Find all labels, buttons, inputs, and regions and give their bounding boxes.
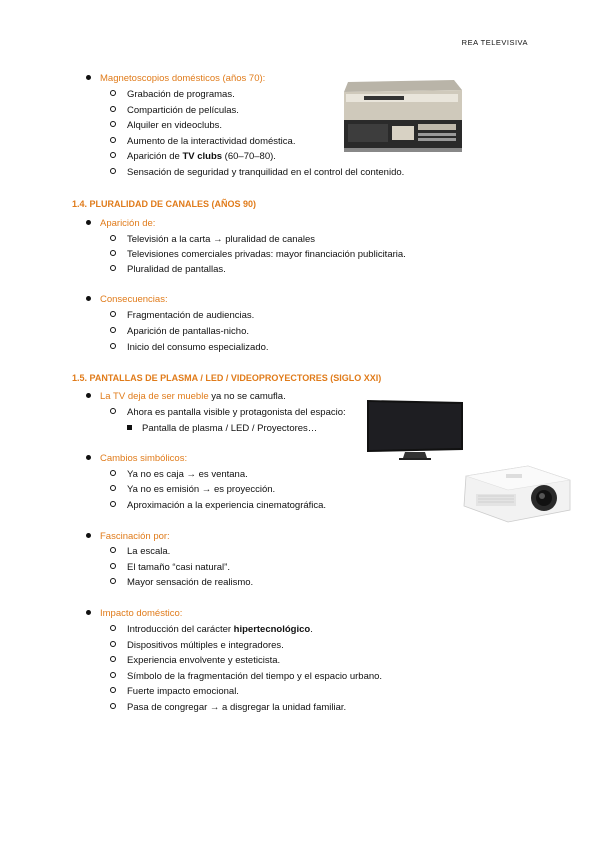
- bullet-circle: [110, 563, 116, 569]
- list-item: Símbolo de la fragmentación del tiempo y el espacio urbano.: [110, 671, 382, 683]
- magnetoscopios-title: Magnetoscopios domésticos (años 70):: [100, 73, 266, 84]
- bullet-aparicion: [86, 218, 155, 230]
- consecuencias-title: Consecuencias:: [100, 294, 168, 305]
- bullet-circle: [110, 90, 116, 96]
- bullet-dot: [86, 393, 91, 398]
- bullet-circle: [110, 547, 116, 553]
- list-item-hipertecnologico: Introducción del carácter hipertecnológico.: [110, 624, 313, 636]
- bullet-fascinacion: [86, 531, 170, 543]
- bullet-circle: [110, 672, 116, 678]
- bullet-circle: [110, 265, 116, 271]
- vcr-image: [334, 76, 467, 156]
- list-item: Compartición de películas.: [110, 105, 239, 117]
- bullet-magnetoscopios: [86, 73, 265, 85]
- list-item: Fragmentación de audiencias.: [110, 310, 254, 322]
- section-title-1-4: 1.4. PLURALIDAD DE CANALES (AÑOS 90): [72, 199, 257, 209]
- list-item: Aproximación a la experiencia cinematográfica.: [110, 500, 326, 512]
- bullet-circle: [110, 121, 116, 127]
- list-item: Grabación de programas.: [110, 89, 235, 101]
- bullet-dot: [86, 533, 91, 538]
- page-header: REA TELEVISIVA: [461, 38, 528, 47]
- list-item: Mayor sensación de realismo.: [110, 577, 253, 589]
- bullet-dot: [86, 220, 91, 225]
- list-item: Inicio del consumo especializado.: [110, 342, 269, 354]
- bullet-circle: [110, 250, 116, 256]
- bullet-dot: [86, 75, 91, 80]
- bullet-dot: [86, 296, 91, 301]
- list-item: Alquiler en videoclubs.: [110, 120, 222, 132]
- bullet-consecuencias: [86, 294, 168, 306]
- bullet-circle: [110, 625, 116, 631]
- list-item: Aparición de pantallas-nicho.: [110, 326, 249, 338]
- aparicion-title: Aparición de:: [100, 218, 156, 229]
- list-item: Ya no es caja → es ventana.: [110, 469, 248, 481]
- bullet-circle: [110, 703, 116, 709]
- bullet-circle: [110, 106, 116, 112]
- list-item: Pluralidad de pantallas.: [110, 264, 226, 276]
- bullet-tv-mueble: La TV deja de ser mueble ya no se camufla.: [86, 391, 286, 403]
- bullet-circle: [110, 168, 116, 174]
- bullet-circle: [110, 343, 116, 349]
- list-item: Fuerte impacto emocional.: [110, 686, 239, 698]
- bullet-circle: [110, 687, 116, 693]
- list-item: Ahora es pantalla visible y protagonista del espacio:: [110, 407, 346, 419]
- bullet-circle: [110, 152, 116, 158]
- impacto-title: Impacto doméstico:: [100, 608, 183, 619]
- projector-image: [458, 458, 576, 528]
- fascinacion-title: Fascinación por:: [100, 531, 170, 542]
- bullet-cambios: [86, 453, 187, 465]
- list-item-tvclubs: Aparición de TV clubs (60–70–80).: [110, 151, 276, 163]
- flat-tv-image: [365, 398, 465, 462]
- bullet-circle: [110, 485, 116, 491]
- bullet-circle: [110, 235, 116, 241]
- section-title-1-5: 1.5. PANTALLAS DE PLASMA / LED / VIDEOPROYECTORES (SIGLO XXI): [72, 373, 382, 383]
- list-item: Sensación de seguridad y tranquilidad en el control del contenido.: [110, 167, 404, 179]
- list-item: Pasa de congregar → a disgregar la unidad familiar.: [110, 702, 346, 714]
- bullet-circle: [110, 311, 116, 317]
- bullet-circle: [110, 137, 116, 143]
- bullet-square: [127, 425, 132, 430]
- list-item: Dispositivos múltiples e integradores.: [110, 640, 284, 652]
- bullet-circle: [110, 327, 116, 333]
- bullet-circle: [110, 641, 116, 647]
- list-item: Aumento de la interactividad doméstica.: [110, 136, 295, 148]
- list-item: El tamaño “casi natural”.: [110, 562, 230, 574]
- list-item: Televisiones comerciales privadas: mayor financiación publicitaria.: [110, 249, 406, 261]
- bullet-circle: [110, 408, 116, 414]
- bullet-impacto: [86, 608, 182, 620]
- list-item: Ya no es emisión → es proyección.: [110, 484, 275, 496]
- bullet-circle: [110, 578, 116, 584]
- bullet-circle: [110, 470, 116, 476]
- list-item: Televisión a la carta → pluralidad de canales: [110, 234, 315, 246]
- list-item: La escala.: [110, 546, 170, 558]
- cambios-title: Cambios simbólicos:: [100, 453, 188, 464]
- list-item-level3: Pantalla de plasma / LED / Proyectores…: [127, 423, 317, 435]
- bullet-circle: [110, 501, 116, 507]
- bullet-dot: [86, 455, 91, 460]
- bullet-dot: [86, 610, 91, 615]
- bullet-circle: [110, 656, 116, 662]
- list-item: Experiencia envolvente y esteticista.: [110, 655, 280, 667]
